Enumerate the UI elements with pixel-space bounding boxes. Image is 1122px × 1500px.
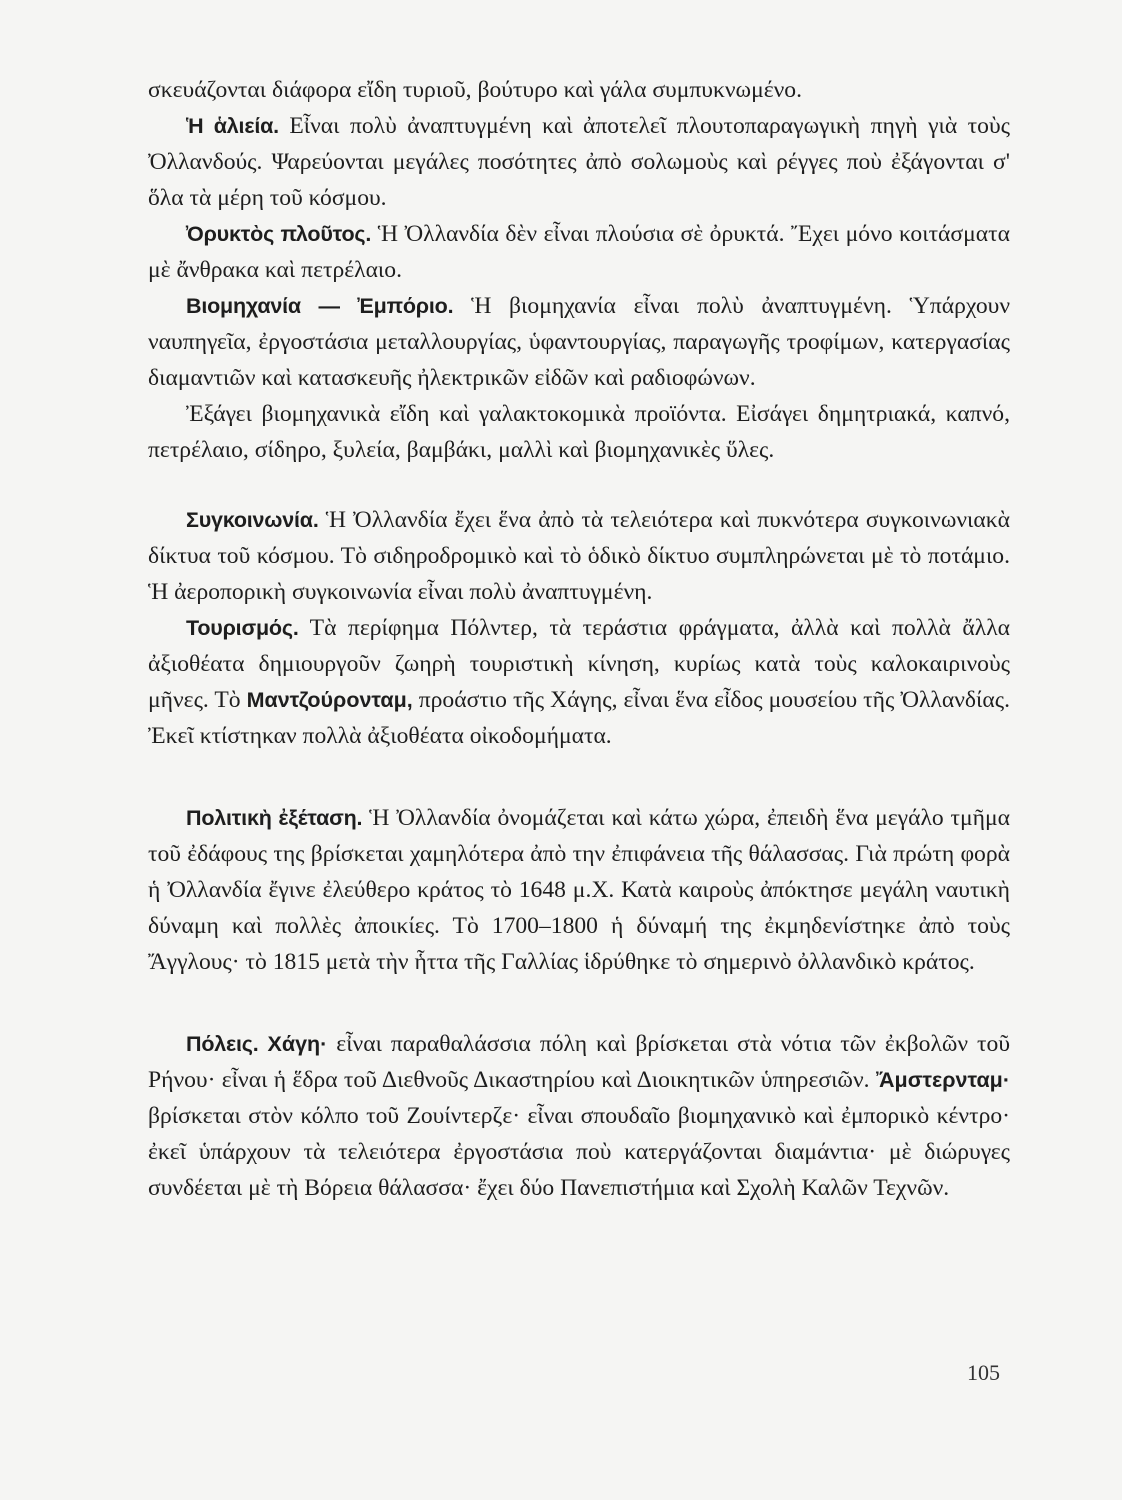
page-number: 105 xyxy=(967,1360,1000,1385)
section-heading-fishing: Ἡ ἁλιεία. xyxy=(186,114,279,138)
paragraph-minerals xyxy=(148,216,1010,288)
paragraph-text: σκευάζονται διάφορα εἴδη τυριοῦ, βούτυρο καὶ γάλα συμπυκνωμένο. xyxy=(148,77,802,103)
paragraph-text: Ἡ Ὀλλανδία ὀνομάζεται καὶ κάτω χώρα, ἐπειδὴ ἕνα μεγάλο τμῆμα τοῦ ἐδάφους της βρίσκεται χαμηλότερα ἀπὸ την ἐπιφάνεια τῆς θάλασσας. Γιὰ πρώτη φορὰ ἡ Ὀλλανδία ἔγινε ἐλεύθερο κράτος τὸ 1648 μ.Χ. Κατὰ καιροὺς ἀπόκτησε μεγάλη ναυτικὴ δύναμη καὶ πολλὲς ἀποικίες. Τὸ 1700–1800 ἡ δύναμή της ἐκμηδενίστηκε ἀπὸ τοὺς Ἄγγλους· τὸ 1815 μετὰ τὴν ἧττα τῆς Γαλλίας ἱδρύθηκε τὸ σημερινὸ ὀλλανδικὸ κράτος. xyxy=(148,805,1010,975)
section-heading-industry: Βιομηχανία — Ἐμπόριο. xyxy=(186,294,454,318)
paragraph-text: Ἐξάγει βιομηχανικὰ εἴδη καὶ γαλακτοκομικὰ προϊόντα. Εἰσάγει δημητριακά, καπνό, πετρέλαιο, σίδηρο, ξυλεία, βαμβάκι, μαλλὶ καὶ βιομηχανικὲς ὕλες. xyxy=(148,401,1010,463)
section-heading-transport: Συγκοινωνία. xyxy=(186,508,319,532)
paragraph-tourism xyxy=(148,610,1010,754)
city-name-hague: Χάγη· xyxy=(267,1032,328,1056)
section-heading-cities: Πόλεις. xyxy=(186,1032,259,1056)
city-name-amsterdam: Ἄμστερνταμ· xyxy=(875,1068,1010,1092)
paragraph-dairy-end xyxy=(148,72,1010,108)
paragraph-transport xyxy=(148,502,1010,610)
paragraph-text: Ἡ Ὀλλανδία ἔχει ἕνα ἀπὸ τὰ τελειότερα καὶ πυκνότερα συγκοινωνιακὰ δίκτυα τοῦ κόσμου. Τὸ σιδηροδρομικὸ καὶ τὸ ὁδικὸ δίκτυο συμπληρώνεται μὲ τὸ ποτάμιο. Ἡ ἀεροπορικὴ συγκοινωνία εἶναι πολὺ ἀναπτυγμένη. xyxy=(148,507,1010,605)
paragraph-text: Εἶναι πολὺ ἀναπτυγμένη καὶ ἀποτελεῖ πλουτοπαραγωγικὴ πηγὴ γιὰ τοὺς Ὀλλανδούς. Ψαρεύονται μεγάλες ποσότητες ἀπὸ σολωμοὺς καὶ ρέγγες ποὺ ἐξάγονται σ' ὅλα τὰ μέρη τοῦ κόσμου. xyxy=(148,113,1010,211)
paragraph-text: Τὰ περίφημα Πόλντερ, τὰ τεράστια φράγματα, ἀλλὰ καὶ πολλὰ ἄλλα ἀξιοθέατα δημιουργοῦν ζωηρὴ τουριστικὴ κίνηση, κυρίως κατὰ τοὺς καλοκαιρινοὺς μῆνες. Τὸ xyxy=(148,615,1010,713)
paragraph-text: Ἡ Ὀλλανδία δὲν εἶναι πλούσια σὲ ὀρυκτά. Ἔχει μόνο κοιτάσματα μὲ ἄνθρακα καὶ πετρέλαιο. xyxy=(148,221,1010,283)
place-name-madurodam: Μαντζούρονταμ, xyxy=(246,688,413,712)
section-heading-politics: Πολιτικὴ ἐξέταση. xyxy=(186,806,363,830)
page-body xyxy=(148,72,1010,1206)
paragraph-fishing xyxy=(148,108,1010,216)
paragraph-industry xyxy=(148,288,1010,396)
section-heading-tourism: Τουρισμός. xyxy=(186,616,299,640)
paragraph-text: προάστιο τῆς Χάγης, εἶναι ἕνα εἶδος μουσείου τῆς Ὀλλανδίας. Ἐκεῖ κτίστηκαν πολλὰ ἀξιοθέατα οἰκοδομήματα. xyxy=(148,687,1010,749)
section-heading-minerals: Ὀρυκτὸς πλοῦτος. xyxy=(186,222,372,246)
paragraph-text: Ἡ βιομηχανία εἶναι πολὺ ἀναπτυγμένη. Ὑπάρχουν ναυπηγεῖα, ἐργοστάσια μεταλλουργίας, ὑφαντουργίας, παραγωγῆς τροφίμων, κατεργασίας διαμαντιῶν καὶ κατασκευῆς ἠλεκτρικῶν εἰδῶν καὶ ραδιοφώνων. xyxy=(148,293,1010,391)
paragraph-text: εἶναι παραθαλάσσια πόλη καὶ βρίσκεται στὰ νότια τῶν ἐκβολῶν τοῦ Ρήνου· εἶναι ἡ ἕδρα τοῦ Διεθνοῦς Δικαστηρίου καὶ Διοικητικῶν ὑπηρεσιῶν. xyxy=(148,1031,1011,1093)
paragraph-text: βρίσκεται στὸν κόλπο τοῦ Ζουίντερζε· εἶναι σπουδαῖο βιομηχανικὸ καὶ ἐμπορικὸ κέντρο· ἐκεῖ ὑπάρχουν τὰ τελειότερα ἐργοστάσια ποὺ κατεργάζονται διαμάντια· μὲ διώρυγες συνδέεται μὲ τὴ Βόρεια θάλασσα· ἔχει δύο Πανεπιστήμια καὶ Σχολὴ Καλῶν Τεχνῶν. xyxy=(148,1103,1010,1201)
paragraph-politics xyxy=(148,800,1010,980)
paragraph-trade xyxy=(148,396,1010,468)
paragraph-cities xyxy=(148,1026,1010,1206)
